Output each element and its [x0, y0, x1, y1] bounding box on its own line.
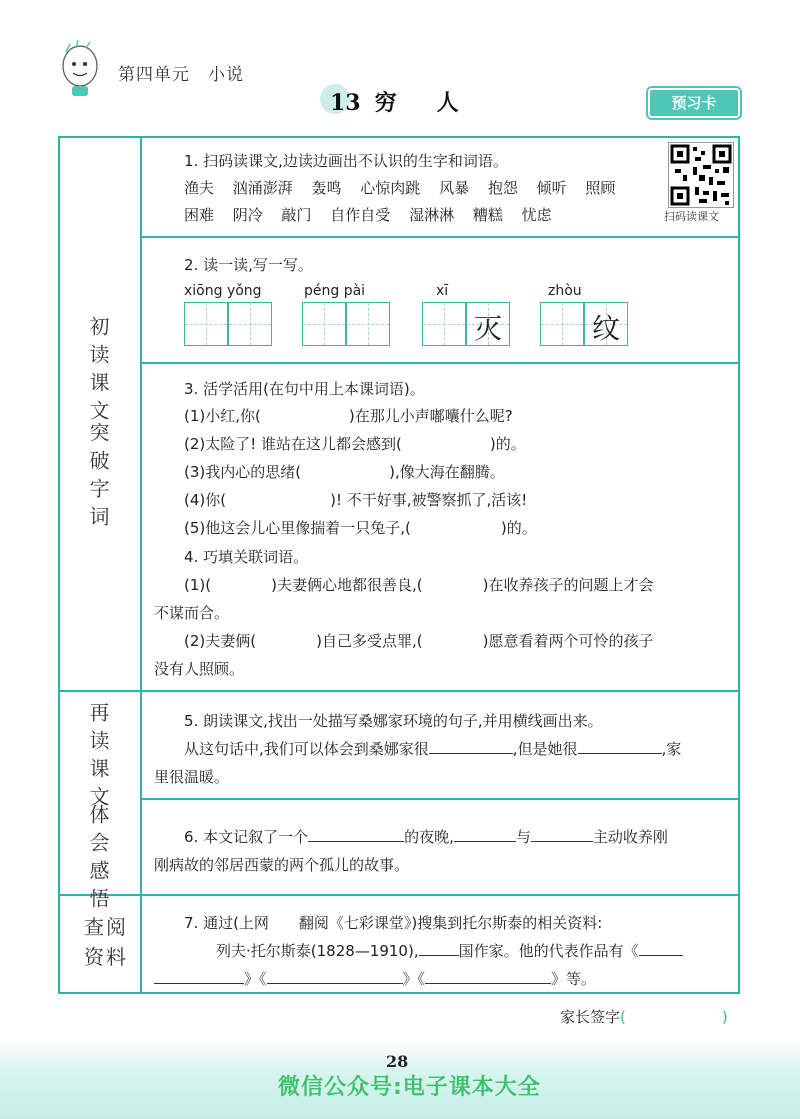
wechat-watermark: 微信公众号:电子课本大全	[278, 1075, 541, 1100]
lesson-number: 13	[330, 90, 361, 116]
pinyin-3: xī	[436, 283, 449, 299]
blank-line[interactable]	[425, 983, 551, 984]
section-divider	[58, 894, 740, 896]
q4-sentence-1: (1)( )夫妻俩心地都很善良,( )在收养孩子的问题上才会	[184, 576, 654, 594]
q5-line-2: 里很温暖。	[154, 768, 230, 786]
q1-prompt: 1. 扫码读课文,边读边画出不认识的生字和词语。	[184, 152, 508, 170]
blank-line[interactable]	[429, 753, 513, 754]
lesson-title-char-2: 人	[436, 90, 459, 116]
q6-line-1: 6. 本文记叙了一个 的夜晚, 与 主动收养刚	[184, 828, 668, 846]
blank-line[interactable]	[419, 955, 459, 956]
writing-box-filled: 灭	[466, 302, 510, 346]
pinyin-1: xiōng yǒng	[184, 283, 262, 299]
blank-line[interactable]	[267, 983, 403, 984]
q3-prompt: 3. 活学活用(在句中用上本课词语)。	[184, 380, 425, 398]
blank-line[interactable]	[639, 955, 683, 956]
section-label-reflection: 体会感悟	[86, 804, 110, 916]
q3-sentence-1: (1)小红,你( )在那儿小声嘟囔什么呢?	[184, 407, 513, 425]
row-divider	[140, 236, 740, 238]
q4-sentence-1-cont: 不谋而合。	[154, 604, 230, 622]
unit-label: 第四单元 小说	[118, 65, 244, 85]
preview-card-badge: 预习卡	[648, 88, 740, 118]
q3-sentence-4: (4)你( )! 不干好事,被警察抓了,活该!	[184, 491, 528, 509]
mascot-icon	[58, 40, 102, 98]
q7-line-2: 》《 》《 》等。	[154, 968, 596, 989]
section-label-second-reading: 再读课文	[86, 702, 110, 814]
q1-words-line-1: 渔夫 汹涌澎湃 轰鸣 心惊肉跳 风暴 抱怨 倾听 照顾	[184, 179, 616, 197]
writing-box[interactable]	[184, 302, 228, 346]
pinyin-2: péng pài	[304, 283, 366, 299]
q6-line-2: 刚病故的邻居西蒙的两个孤儿的故事。	[154, 856, 410, 874]
writing-box[interactable]	[540, 302, 584, 346]
qr-code-icon[interactable]	[668, 142, 734, 208]
section-label-word-study: 突破字词	[86, 422, 110, 534]
parent-signature[interactable]: 家长签字( )	[560, 1008, 728, 1026]
section-label-first-reading: 初读课文	[86, 316, 110, 428]
writing-boxes-1	[184, 302, 272, 350]
page-number: 28	[386, 1052, 409, 1071]
writing-box[interactable]	[302, 302, 346, 346]
q3-sentence-5: (5)他这会儿心里像揣着一只兔子,( )的。	[184, 519, 537, 537]
q4-sentence-2: (2)夫妻俩( )自己多受点罪,( )愿意看着两个可怜的孩子	[184, 632, 654, 650]
section-label-research: 查阅资料	[84, 915, 128, 969]
writing-box[interactable]	[228, 302, 272, 346]
writing-boxes-2	[302, 302, 390, 350]
q5-line-1: 从这句话中,我们可以体会到桑娜家很 ,但是她很 ,家	[184, 740, 682, 758]
writing-boxes-3	[422, 302, 510, 350]
blank-line[interactable]	[154, 983, 244, 984]
lesson-title	[330, 86, 459, 117]
q5-prompt: 5. 朗读课文,找出一处描写桑娜家环境的句子,并用横线画出来。	[184, 712, 603, 730]
blank-line[interactable]	[531, 841, 593, 842]
lesson-title-char-1: 穷	[374, 90, 397, 116]
writing-boxes-4	[540, 302, 628, 350]
q1-words-line-2: 困难 阴冷 敲门 自作自受 湿淋淋 糟糕 忧虑	[184, 206, 552, 224]
q4-sentence-2-cont: 没有人照顾。	[154, 660, 245, 678]
writing-box[interactable]	[422, 302, 466, 346]
writing-box-filled: 纹	[584, 302, 628, 346]
section-divider	[58, 690, 740, 692]
q7-prompt: 7. 通过(上网 翻阅《七彩课堂》)搜集到托尔斯泰的相关资料:	[184, 914, 603, 932]
q4-prompt: 4. 巧填关联词语。	[184, 548, 309, 566]
row-divider	[140, 362, 740, 364]
pinyin-4: zhòu	[548, 283, 582, 299]
column-divider	[140, 136, 142, 994]
q2-prompt: 2. 读一读,写一写。	[184, 256, 313, 274]
blank-line[interactable]	[578, 753, 662, 754]
blank-line[interactable]	[454, 841, 516, 842]
q3-sentence-2: (2)太险了! 谁站在这儿都会感到( )的。	[184, 435, 526, 453]
q7-line-1: 列夫·托尔斯泰(1828—1910), 国作家。他的代表作品有《	[216, 940, 683, 961]
qr-label: 扫码读课文	[664, 210, 719, 223]
row-divider	[140, 798, 740, 800]
writing-box[interactable]	[346, 302, 390, 346]
blank-line[interactable]	[308, 841, 404, 842]
q3-sentence-3: (3)我内心的思绪( ),像大海在翻腾。	[184, 463, 505, 481]
